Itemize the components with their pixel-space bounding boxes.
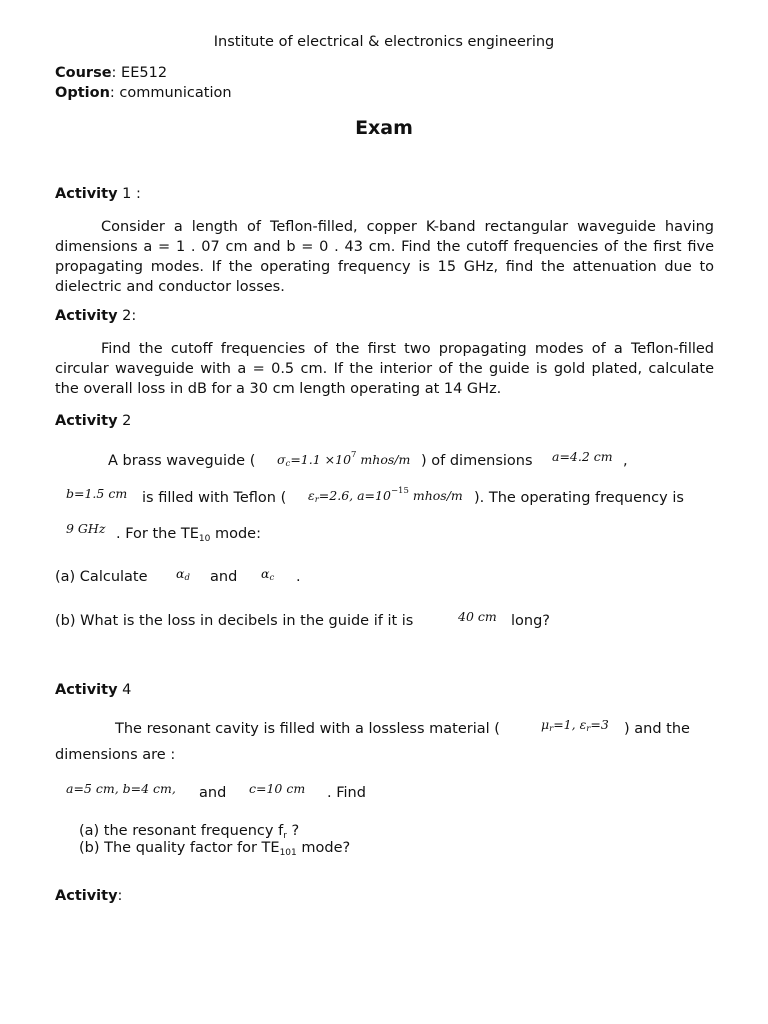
activity-4-heading [55, 682, 131, 698]
question-b-prefix: (b) What is the loss in decibels in the guide if it is [55, 613, 414, 629]
institute-heading: Institute of electrical & electronics engineering [213, 34, 555, 50]
dimensions-ab: a=5 cm, b=4 cm, [66, 781, 176, 796]
activity-3-label: Activity [55, 413, 118, 429]
activity-3-line2-start: is filled with Teflon ( [142, 490, 287, 506]
activity-4-line1-end: ) and the [624, 721, 690, 737]
activity-3-line2-end: ). The operating frequency is [474, 490, 684, 506]
course-label: Course [55, 65, 112, 81]
question-a-prefix: (a) Calculate [55, 569, 148, 585]
option-value: : communication [109, 85, 232, 101]
option-label: Option [55, 85, 110, 101]
frequency-value: 9 GHz [66, 521, 106, 536]
activity-3-number: 2 [117, 413, 132, 429]
activity-4-question-b: (b) The quality factor for $TE_{101}$ mode? [79, 840, 351, 858]
activity-2-heading [55, 308, 136, 324]
and-text-2: and [199, 785, 227, 801]
exam-title: Exam [355, 117, 413, 139]
course-line [55, 65, 167, 81]
epsilon-equation: $\varepsilon_r=2.6$, $a=10^{-15}$ mhos/m [308, 486, 463, 505]
dimension-a: a=4.2 cm [552, 449, 613, 464]
find-text: . Find [327, 785, 366, 801]
activity-3-line3: . For the $TE_{10}$ mode: [116, 526, 261, 544]
activity-4-label: Activity [55, 682, 118, 698]
activity-2-number: 2: [117, 308, 137, 324]
activity-5-heading [55, 888, 122, 904]
length-value: 40 cm [458, 609, 497, 624]
mu-epsilon-equation: $\mu_r=1$, $\varepsilon_r=3$ [541, 717, 609, 734]
dimension-c: c=10 cm [249, 781, 306, 796]
activity-1-text: Consider a length of Teflon-filled, copper K-band rectangular waveguide having dimensions a = 1 . 07 cm and b = 0 . 43 cm. Find the cutoff frequencies of the first five propagating modes. If the operating frequency is 15 GHz, find the attenuation due to dielectric and conductor losses. [55, 219, 714, 295]
question-b-suffix: long? [511, 613, 550, 629]
dimension-b: b=1.5 cm [66, 486, 128, 501]
activity-3-line1-end: ) of dimensions [421, 453, 533, 469]
comma: , [623, 453, 628, 469]
alpha-d-symbol: $\alpha_d$ [176, 566, 190, 583]
period: . [296, 569, 301, 585]
sigma-c-equation: $\sigma_c=1.1 \times 10^7$ mhos/m [277, 450, 411, 469]
activity-3-heading [55, 413, 131, 429]
activity-2-label: Activity [55, 308, 118, 324]
course-value: : EE512 [111, 65, 168, 81]
activity-1-label: Activity [55, 186, 118, 202]
and-text: and [210, 569, 238, 585]
activity-4-line1-start: The resonant cavity is filled with a lossless material ( [115, 721, 500, 737]
activity-3-line1-start: A brass waveguide ( [108, 453, 256, 469]
option-line [55, 85, 232, 101]
alpha-c-symbol: $\alpha_c$ [261, 566, 275, 583]
activity-5-suffix: : [117, 888, 123, 904]
activity-4-number: 4 [117, 682, 132, 698]
activity-1-heading [55, 186, 141, 202]
activity-1-number: 1 : [117, 186, 141, 202]
activity-2-text: Find the cutoff frequencies of the first two propagating modes of a Teflon-filled circular waveguide with a = 0.5 cm. If the interior of the guide is gold plated, calculate the overall loss in dB for a 30 cm length operating at 14 GHz. [55, 341, 714, 397]
activity-4-line2: dimensions are : [55, 747, 176, 763]
activity-4-question-a: (a) the resonant frequency $f_r$ ? [79, 823, 300, 841]
activity-5-label: Activity [55, 888, 118, 904]
